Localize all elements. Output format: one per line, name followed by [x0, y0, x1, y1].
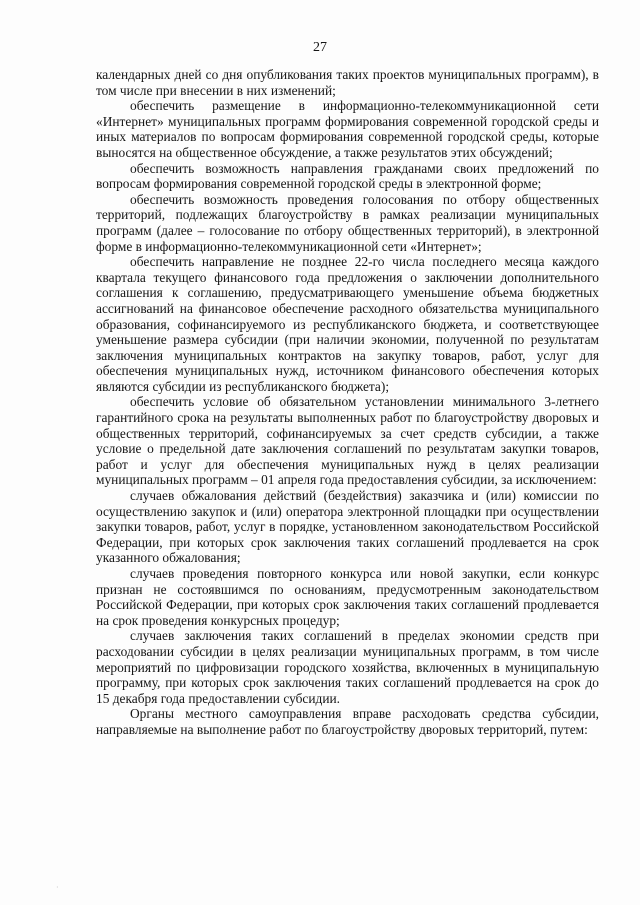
paragraph: случаев заключения таких соглашений в пределах экономии средств при расходовании субсидии в целях реализации муниципальных программ, в том числе мероприятий по цифровизации городского хозяйства, включенных в муниципальную программу, при которых срок заключения таких соглашений продлевается на срок до 15 декабря года предоставлении субсидии. [96, 628, 599, 706]
paragraph: календарных дней со дня опубликования таких проектов муниципальных программ), в том числе при внесении в них изменений; [96, 67, 599, 98]
paragraph: случаев проведения повторного конкурса или новой закупки, если конкурс признан не состоявшимся по основаниям, предусмотренным законодательством Российской Федерации, при которых срок заключения таких соглашений продлевается на срок проведения конкурсных процедур; [96, 566, 599, 628]
scan-corner-mark: · [56, 883, 59, 892]
paragraph: Органы местного самоуправления вправе расходовать средства субсидии, направляемые на выполнение работ по благоустройству дворовых территорий, путем: [96, 706, 599, 737]
paragraph: обеспечить направление не позднее 22-го числа последнего месяца каждого квартала текущего финансового года предложения о заключении дополнительного соглашения к соглашению, предусматривающего уменьшение объема бюджетных ассигнований на финансовое обеспечение расходного обязательства муниципального образования, софинансируемого из республиканского бюджета, и соответствующее уменьшение размера субсидии (при наличии экономии, полученной по результатам заключения муниципальных контрактов на закупку товаров, работ, услуг для обеспечения муниципальных нужд, источником финансового обеспечения которых являются субсидии из республиканского бюджета); [96, 254, 599, 394]
paragraph: обеспечить размещение в информационно-телекоммуникационной сети «Интернет» муниципальных программ формирования современной городской среды и иных материалов по вопросам формирования современной городской среды, которые выносятся на общественное обсуждение, а также результатов этих обсуждений; [96, 98, 599, 160]
paragraph: обеспечить возможность проведения голосования по отбору общественных территорий, подлежащих благоустройству в рамках реализации муниципальных программ (далее – голосование по отбору общественных территорий), в электронной форме в информационно-телекоммуникационной сети «Интернет»; [96, 191, 599, 254]
paragraph: обеспечить условие об обязательном установлении минимального 3-летнего гарантийного срока на результаты выполненных работ по благоустройству дворовых и общественных территорий, софинансируемых за счет средств субсидии, а также условие о предельной дате заключения соглашений по результатам закупки товаров, работ и услуг для обеспечения муниципальных нужд в целях реализации муниципальных программ – 01 апреля года предоставления субсидии, за исключением: [96, 394, 599, 488]
page-number: 27 [313, 40, 327, 55]
document-body [96, 67, 599, 738]
paragraph: обеспечить возможность направления гражданами своих предложений по вопросам формирования современной городской среды в электронной форме; [96, 160, 599, 192]
paragraph: случаев обжалования действий (бездействия) заказчика и (или) комиссии по осуществлению закупок и (или) оператора электронной площадки при осуществлении закупки товаров, работ, услуг в порядке, установленном законодательством Российской Федерации, при которых срок заключения таких соглашений продлевается на срок указанного обжалования; [96, 488, 599, 566]
